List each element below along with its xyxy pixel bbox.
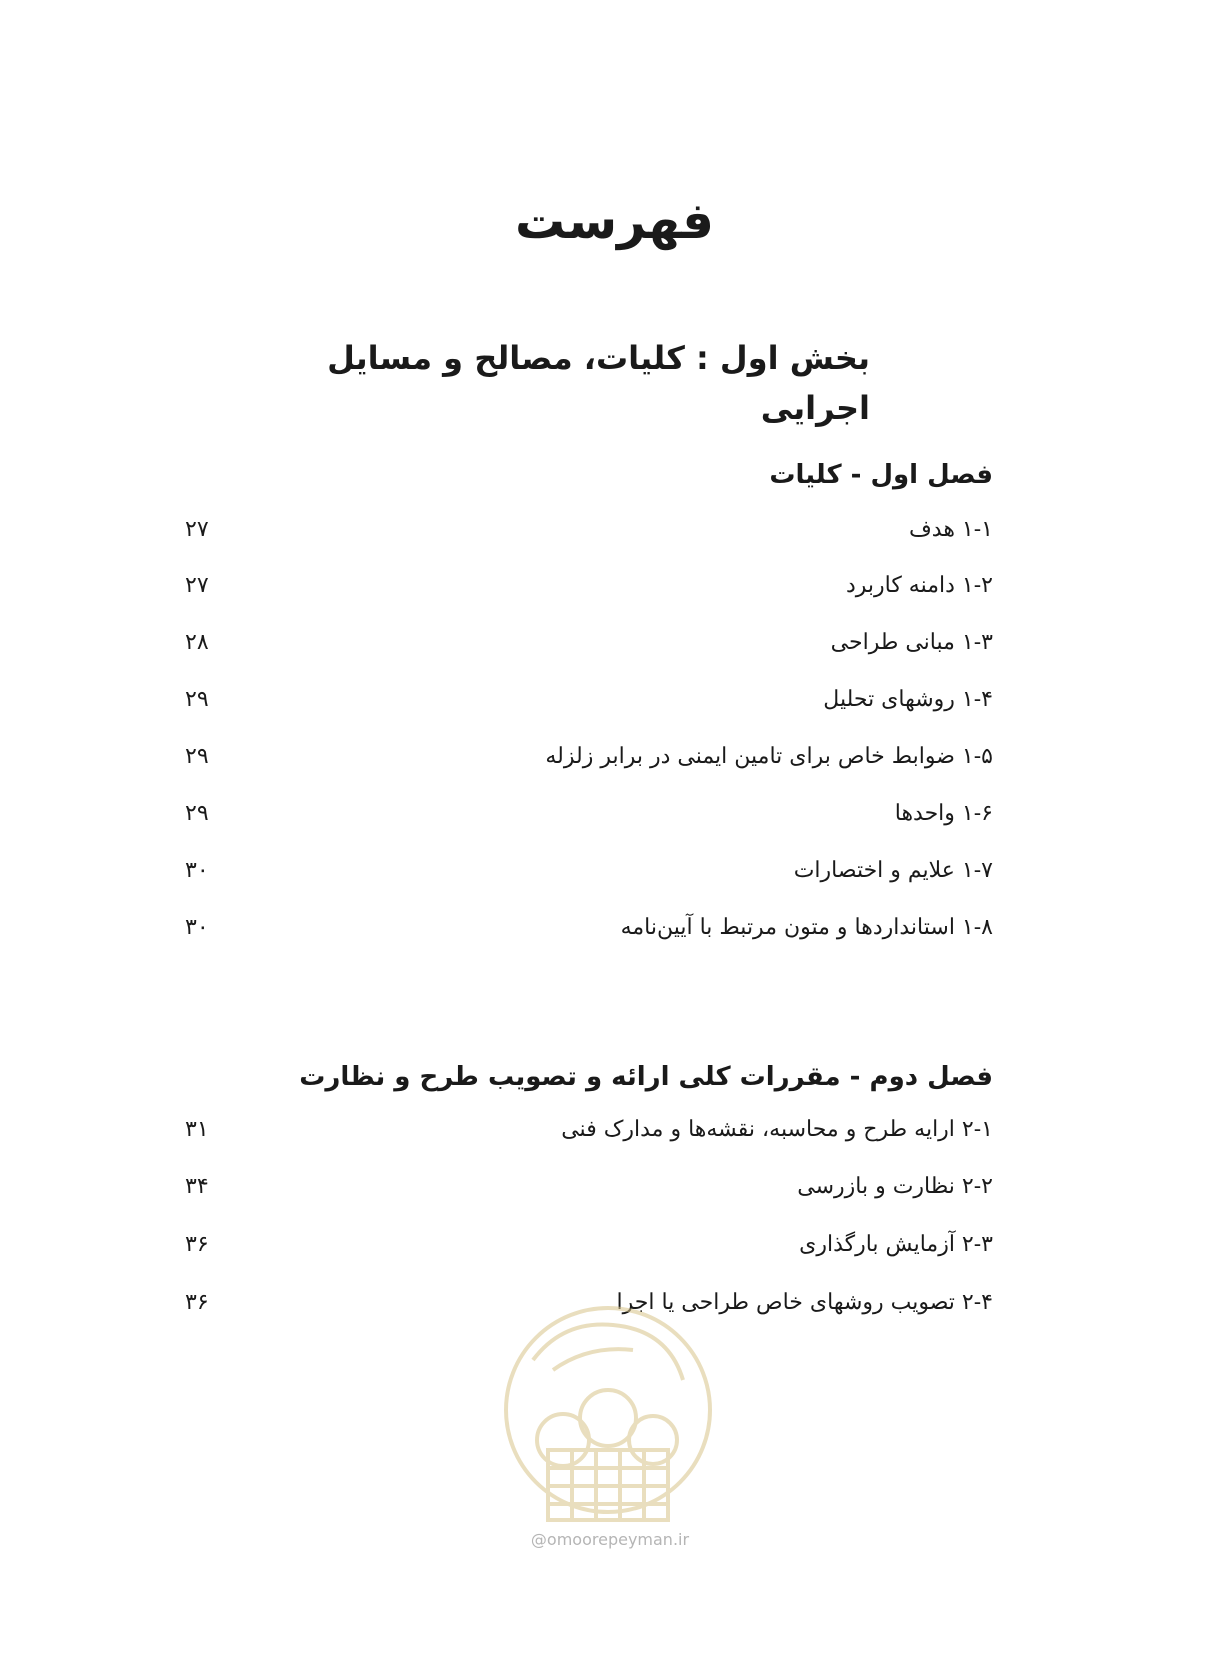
watermark-url xyxy=(480,1530,740,1549)
toc-entry[interactable] xyxy=(185,1110,993,1150)
toc-entry[interactable] xyxy=(185,1167,993,1207)
toc-entry-label: ۲-۱ ارایه طرح و محاسبه، نقشه‌ها و مدارک فنی xyxy=(561,1117,993,1142)
toc-entry-label: ۱-۳ مبانی طراحی xyxy=(830,630,993,655)
watermark-url-text: omoorepeyman.ir xyxy=(546,1530,690,1549)
toc-entry-page: ۳۶ xyxy=(185,1290,209,1315)
toc-entry-page: ۳۰ xyxy=(185,858,209,883)
toc-entry-page: ۳۰ xyxy=(185,915,209,940)
toc-entry-label: ۱-۷ علایم و اختصارات xyxy=(793,858,993,883)
toc-entry-label: ۱-۶ واحدها xyxy=(894,801,993,826)
toc-entry-label: ۲-۴ تصویب روشهای خاص طراحی یا اجرا xyxy=(616,1290,993,1315)
toc-entry-label: ۱-۸ استانداردها و متون مرتبط با آیین‌نامه xyxy=(620,915,993,940)
toc-entry-page: ۲۷ xyxy=(185,517,209,542)
toc-entry[interactable] xyxy=(185,566,993,606)
toc-entry-page: ۲۸ xyxy=(185,630,209,655)
toc-entry-label: ۱-۴ روشهای تحلیل xyxy=(823,687,993,712)
chapter-1-title: فصل اول - کلیات xyxy=(769,460,993,490)
page-title: فهرست xyxy=(515,192,714,250)
toc-entry[interactable] xyxy=(185,737,993,777)
toc-entry-page: ۲۷ xyxy=(185,573,209,598)
toc-entry-label: ۱-۱ هدف xyxy=(908,517,993,542)
at-sign-icon: @ xyxy=(530,1530,547,1549)
toc-entry-page: ۲۹ xyxy=(185,744,209,769)
toc-entry-page: ۲۹ xyxy=(185,801,209,826)
toc-entry-page: ۳۴ xyxy=(185,1174,209,1199)
toc-entry[interactable] xyxy=(185,794,993,834)
toc-entry[interactable] xyxy=(185,908,993,948)
toc-entry-page: ۲۹ xyxy=(185,687,209,712)
seal-logo-icon xyxy=(493,1300,723,1560)
part-title: بخش اول : کلیات، مصالح و مسایل اجرایی xyxy=(327,339,870,427)
toc-entry[interactable] xyxy=(185,1225,993,1265)
chapter-2-title: فصل دوم - مقررات کلی ارائه و تصویب طرح و نظارت xyxy=(299,1062,993,1092)
toc-entry[interactable] xyxy=(185,510,993,550)
toc-entry-page: ۳۱ xyxy=(185,1117,209,1142)
toc-entry[interactable] xyxy=(185,623,993,663)
toc-entry-label: ۲-۲ نظارت و بازرسی xyxy=(797,1174,993,1199)
toc-entry-label: ۱-۵ ضوابط خاص برای تامین ایمنی در برابر زلزله xyxy=(545,744,993,769)
toc-entry[interactable] xyxy=(185,851,993,891)
toc-entry-label: ۲-۳ آزمایش بارگذاری xyxy=(799,1232,993,1257)
toc-entry-label: ۱-۲ دامنه کاربرد xyxy=(845,573,993,598)
toc-entry-page: ۳۶ xyxy=(185,1232,209,1257)
toc-entry[interactable] xyxy=(185,680,993,720)
